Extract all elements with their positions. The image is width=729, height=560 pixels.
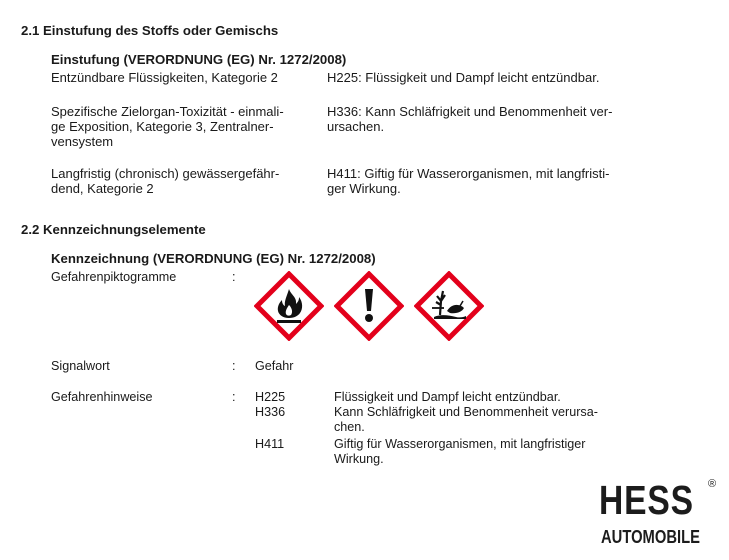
hazard-code: H411 xyxy=(255,437,285,451)
hazard-statement-cell: H411: Giftig für Wasserorganismen, mit langfristi- ger Wirkung. xyxy=(327,166,610,196)
hazard-text: Kann Schläfrigkeit und Benommenheit verursa- xyxy=(334,405,598,419)
section-2-1-subheading: Einstufung (VERORDNUNG (EG) Nr. 1272/2008) xyxy=(51,52,347,67)
hazard-text: Flüssigkeit und Dampf leicht entzündbar. xyxy=(334,390,561,404)
logo-brand: HESS xyxy=(599,477,694,523)
pictograms-label: Gefahrenpiktogramme xyxy=(51,270,177,284)
logo-subtitle: AUTOMOBILE xyxy=(601,527,700,547)
hazard-code: H336 xyxy=(255,405,286,419)
separator: : xyxy=(232,359,236,373)
signal-word-label: Signalwort xyxy=(51,359,110,373)
environment-icon xyxy=(414,271,484,341)
separator: : xyxy=(232,390,236,404)
hazard-text: Wirkung. xyxy=(334,452,384,466)
hazard-statement-cell: H336: Kann Schläfrigkeit und Benommenheit ver- ursachen. xyxy=(327,104,613,134)
signal-word-value: Gefahr xyxy=(255,359,294,373)
section-2-1-heading: 2.1 Einstufung des Stoffs oder Gemischs xyxy=(21,23,279,38)
hazard-text: Giftig für Wasserorganismen, mit langfristiger xyxy=(334,437,586,451)
section-2-2-subheading: Kennzeichnung (VERORDNUNG (EG) Nr. 1272/2008) xyxy=(51,251,376,266)
hazard-text: chen. xyxy=(334,420,365,434)
hazard-statement-cell: H225: Flüssigkeit und Dampf leicht entzündbar. xyxy=(327,70,600,85)
separator: : xyxy=(232,270,236,284)
section-2-2-heading: 2.2 Kennzeichnungselemente xyxy=(21,222,206,237)
classification-cell: Entzündbare Flüssigkeiten, Kategorie 2 xyxy=(51,70,278,85)
classification-cell: Spezifische Zielorgan-Toxizität - einmali- ge Exposition, Kategorie 3, Zentralner- vensystem xyxy=(51,104,284,149)
registered-mark: ® xyxy=(708,478,717,490)
flame-icon xyxy=(254,271,324,341)
exclamation-icon xyxy=(334,271,404,341)
classification-cell: Langfristig (chronisch) gewässergefähr- dend, Kategorie 2 xyxy=(51,166,280,196)
hazard-statements-label: Gefahrenhinweise xyxy=(51,390,153,404)
hazard-code: H225 xyxy=(255,390,286,404)
